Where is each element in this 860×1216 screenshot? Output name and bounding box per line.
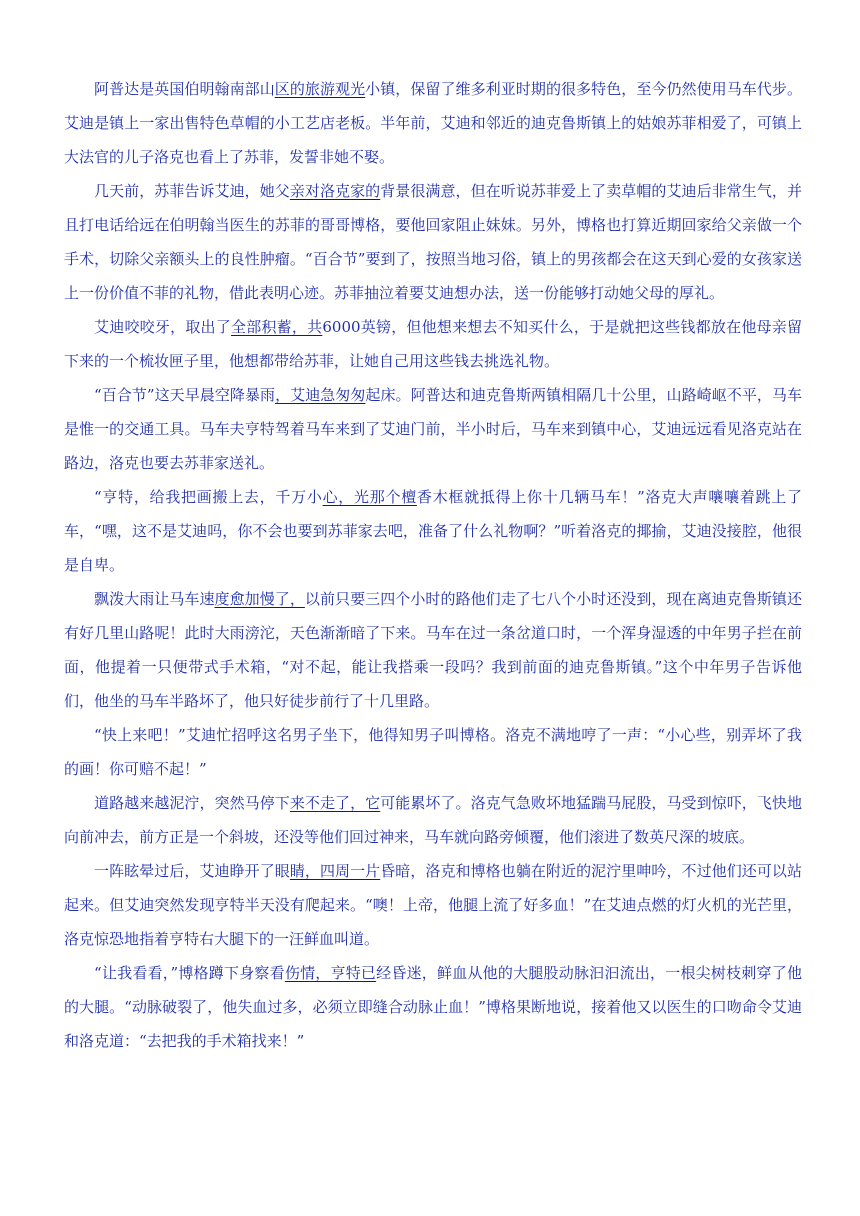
text-span: 起床。阿普达和迪克鲁斯两镇相隔几十公里，山路崎岖不平，马车是惟一的交通工具。马车夫亨特驾着马车来到了艾迪门前，半小时后，马车来到镇中心，艾迪远远看见洛克站在路边，洛克也要去苏菲家送礼。 [64, 386, 802, 472]
text-span: 一阵眩晕过后，艾迪睁开了眼 [94, 862, 290, 880]
text-span: 道路越来越泥泞，突然马停下 [94, 794, 290, 812]
underlined-text: 度愈加慢了， [214, 590, 305, 608]
paragraph-4 [64, 378, 802, 480]
underlined-text: ，艾迪急匆匆 [275, 386, 366, 404]
text-span: 香木框就抵得上你十几辆马车！”洛克大声嚷嚷着跳上了车，“嘿，这不是艾迪吗，你不会也要到苏菲家去吧，准备了什么礼物啊？”听着洛克的揶揄，艾迪没接腔，他很是自卑。 [64, 488, 803, 574]
paragraph-1 [64, 72, 802, 174]
paragraph-7 [64, 718, 802, 786]
paragraph-6 [64, 582, 802, 718]
text-span: “亨特，给我把画搬上去，千万小 [94, 488, 323, 506]
paragraph-3 [64, 310, 802, 378]
underlined-text: 伤情，亨特已 [284, 964, 377, 982]
paragraph-8 [64, 786, 802, 854]
underlined-text: 睛，四周一片 [289, 862, 381, 880]
underlined-text: 来不走了，它 [289, 794, 381, 812]
text-span: 飘泼大雨让马车速 [94, 590, 215, 608]
underlined-text: 全部积蓄，共 [231, 318, 323, 336]
paragraph-10 [64, 956, 802, 1058]
text-span: “让我看看，”博格蹲下身察看 [94, 964, 285, 982]
article-body [64, 72, 802, 1058]
paragraph-9 [64, 854, 802, 956]
text-span: 阿普达是英国伯明翰南部山 [94, 80, 275, 98]
text-span: 昏暗，洛克和博格也躺在附近的泥泞里呻吟，不过他们还可以站起来。但艾迪突然发现亨特半天没有爬起来。“噢！上帝，他腿上流了好多血！”在艾迪点燃的灯火机的光芒里，洛克惊恐地指着亨特右大腿下的一汪鲜血叫道。 [64, 862, 802, 948]
underlined-text: 心，光那个檀 [322, 488, 417, 506]
text-span: 艾迪咬咬牙，取出了 [94, 318, 232, 336]
text-span: 6000英镑，但他想来想去不知买什么，于是就把这些钱都放在他母亲留下来的一个梳妆匣子里，他想都带给苏菲，让她自己用这些钱去挑选礼物。 [64, 318, 802, 370]
paragraph-5 [64, 480, 802, 582]
paragraph-2 [64, 174, 802, 310]
text-span: “快上来吧！”艾迪忙招呼这名男子坐下，他得知男子叫博格。洛克不满地哼了一声：“小心些，别弄坏了我的画！你可赔不起！” [64, 726, 802, 778]
underlined-text: 亲对洛克家的 [289, 182, 381, 200]
text-span: 可能累坏了。洛克气急败坏地猛踹马屁股，马受到惊吓，飞快地向前冲去，前方正是一个斜坡，还没等他们回过神来，马车就向路旁倾覆，他们滚进了数英尺深的坡底。 [64, 794, 802, 846]
text-span: 背景很满意，但在听说苏菲爱上了卖草帽的艾迪后非常生气，并且打电话给远在伯明翰当医生的苏菲的哥哥博格，要他回家阻止妹妹。另外，博格也打算近期回家给父亲做一个手术，切除父亲额头上的良性肿瘤。“百合节”要到了，按照当地习俗，镇上的男孩都会在这天到心爱的女孩家送上一份价值不菲的礼物，借此表明心迹。苏菲抽泣着要艾迪想办法，送一份能够打动她父母的厚礼。 [64, 182, 802, 302]
text-span: 几天前，苏菲告诉艾迪，她父 [94, 182, 290, 200]
underlined-text: 区的旅游观光 [274, 80, 366, 98]
text-span: 经昏迷，鲜血从他的大腿股动脉汩汩流出，一根尖树枝刺穿了他的大腿。“动脉破裂了，他失血过多，必须立即缝合动脉止血！”博格果断地说，接着他又以医生的口吻命令艾迪和洛克道：“去把我的手术箱找来！” [64, 964, 802, 1050]
text-span: 小镇，保留了维多利亚时期的很多特色，至今仍然使用马车代步。艾迪是镇上一家出售特色草帽的小工艺店老板。半年前，艾迪和邻近的迪克鲁斯镇上的姑娘苏菲相爱了，可镇上大法官的儿子洛克也看上了苏菲，发誓非她不娶。 [64, 80, 802, 166]
text-span: “百合节”这天早晨空降暴雨 [94, 386, 276, 404]
text-span: 以前只要三四个小时的路他们走了七八个小时还没到，现在离迪克鲁斯镇还有好几里山路呢！此时大雨滂沱，天色渐渐暗了下来。马车在过一条岔道口时，一个浑身湿透的中年男子拦在前面，他提着一只便带式手术箱，“对不起，能让我搭乘一段吗？我到前面的迪克鲁斯镇。”这个中年男子告诉他们，他坐的马车半路坏了，他只好徒步前行了十几里路。 [64, 590, 802, 710]
